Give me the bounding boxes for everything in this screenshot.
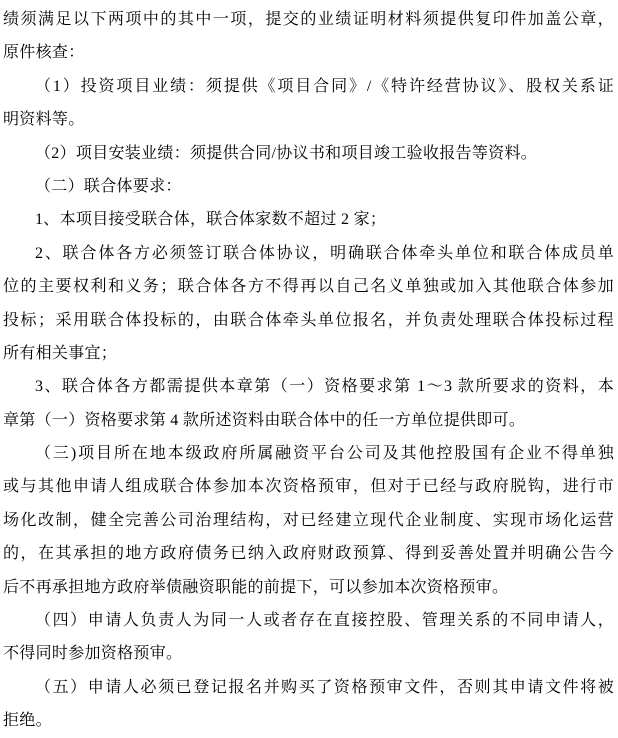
text-line: 不得同时参加资格预审。 xyxy=(3,645,183,663)
text-line: 绩须满足以下两项中的其中一项，提交的业绩证明材料须提供复印件加盖公章， xyxy=(3,11,614,28)
text-line: （二）联合体要求： xyxy=(35,177,182,195)
text-line: 拒绝。 xyxy=(3,712,52,730)
text-line: 位的主要权利和义务；联合体各方不得再以自己名义单独或加入其他联合体参加 xyxy=(3,278,614,296)
text-line: 2、联合体各方必须签订联合体协议，明确联合体牵头单位和联合体成员单 xyxy=(35,244,614,262)
text-line: （四）申请人负责人为同一人或者存在直接控股、管理关系的不同申请人， xyxy=(35,612,614,630)
text-line: 场化改制，健全完善公司治理结构，对已经建立现代企业制度、实现市场化运营 xyxy=(3,511,614,529)
text-line: 原件核查： xyxy=(3,44,85,62)
text-line: 的，在其承担的地方政府债务已纳入政府财政预算、得到妥善处置并明确公告今 xyxy=(3,545,614,563)
text-line: 所有相关事宜； xyxy=(3,344,118,362)
text-line: 章第（一）资格要求第 4 款所述资料由联合体中的任一方单位提供即可。 xyxy=(3,411,526,429)
text-line: 投标；采用联合体投标的，由联合体牵头单位报名，并负责处理联合体投标过程 xyxy=(3,311,614,329)
text-line: 或与其他申请人组成联合体参加本次资格预审，但对于已经与政府脱钩，进行市 xyxy=(3,478,614,496)
text-line: 明资料等。 xyxy=(3,111,85,129)
text-line: 后不再承担地方政府举债融资职能的前提下，可以参加本次资格预审。 xyxy=(3,578,509,596)
text-line: 3、联合体各方都需提供本章第（一）资格要求第 1～3 款所要求的资料，本 xyxy=(35,378,614,396)
text-line: （2）项目安装业绩：须提供合同/协议书和项目竣工验收报告等资料。 xyxy=(35,144,538,162)
text-line: （三)项目所在地本级政府所属融资平台公司及其他控股国有企业不得单独 xyxy=(35,445,614,463)
text-line: （1）投资项目业绩：须提供《项目合同》/《特许经营协议》、股权关系证 xyxy=(35,77,614,95)
text-line: （五）申请人必须已登记报名并购买了资格预审文件，否则其申请文件将被 xyxy=(35,678,614,696)
text-line: 1、本项目接受联合体，联合体家数不超过 2 家； xyxy=(35,211,387,229)
